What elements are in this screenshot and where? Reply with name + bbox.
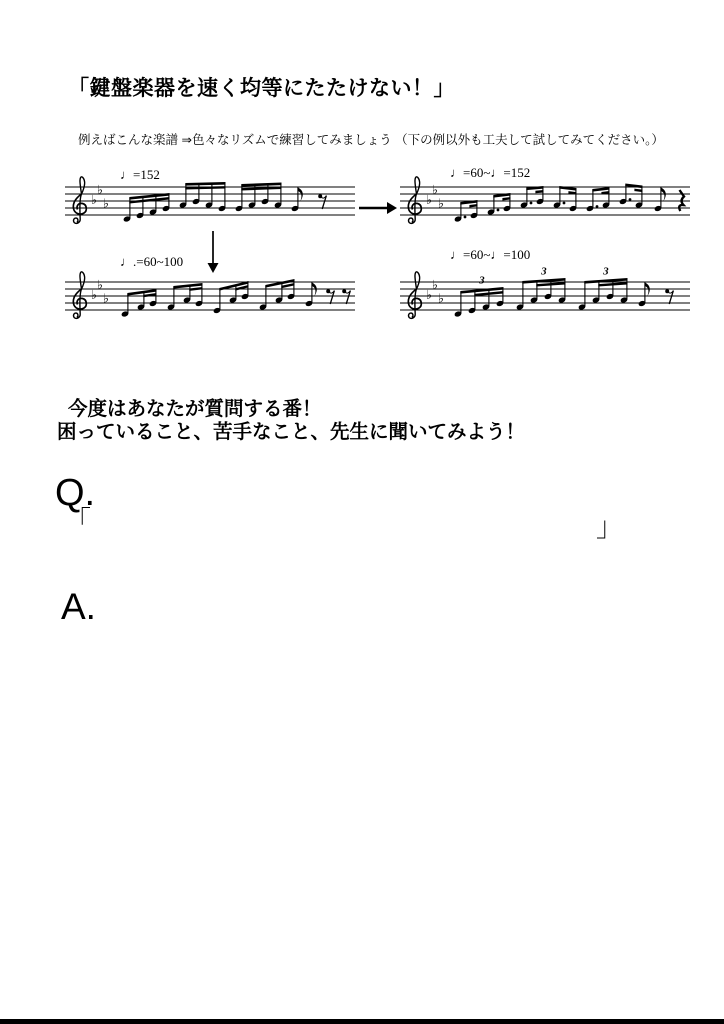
svg-text:♭: ♭ — [432, 277, 438, 292]
svg-text:♭: ♭ — [103, 290, 109, 306]
svg-text:3: 3 — [479, 274, 485, 287]
right-arrow-icon — [358, 200, 398, 216]
tempo-mark-bottom-left: ♩.=60~100 — [120, 254, 184, 269]
svg-text:♭: ♭ — [438, 290, 444, 306]
svg-text:3: 3 — [603, 265, 609, 278]
question-label: Q. — [55, 472, 96, 514]
tempo-mark-top-right: ♩=60~♩=152 — [450, 165, 531, 180]
instruction-text: 例えばこんな楽譜 ⇒色々なリズムで練習してみましょう （下の例以外も工夫して試してみてください。） — [78, 133, 664, 147]
svg-text:♭: ♭ — [426, 192, 432, 207]
question-close-bracket: 」 — [596, 512, 623, 542]
svg-text:3: 3 — [541, 265, 547, 278]
svg-text:♭: ♭ — [91, 287, 97, 302]
prompt-text — [57, 398, 525, 444]
svg-text:♭: ♭ — [91, 192, 97, 207]
page-title: 「鍵盤楽器を速く均等にたたけない！」 — [68, 77, 455, 100]
staff-bottom-right — [400, 262, 692, 334]
down-arrow-icon — [204, 230, 222, 274]
svg-text:♭: ♭ — [426, 287, 432, 302]
question-open-bracket: 「 — [64, 506, 91, 536]
tempo-mark-bottom-right: ♩=60~♩=100 — [450, 247, 531, 262]
svg-text:♭: ♭ — [103, 195, 109, 211]
answer-label: A. — [61, 586, 96, 627]
page-bottom-border — [0, 1019, 724, 1024]
tempo-mark-top-left: ♩=152 — [120, 167, 160, 182]
svg-text:♭: ♭ — [438, 195, 444, 211]
svg-text:♭: ♭ — [432, 182, 438, 197]
svg-text:♭: ♭ — [97, 182, 103, 197]
prompt-line-2: 困っていること、苦手なこと、先生に聞いてみよう！ — [57, 421, 526, 443]
prompt-line-1: 今度はあなたが質問する番！ — [68, 398, 322, 420]
staff-top-right — [400, 167, 692, 239]
svg-text:♭: ♭ — [97, 277, 103, 292]
staff-top-left — [65, 167, 357, 239]
